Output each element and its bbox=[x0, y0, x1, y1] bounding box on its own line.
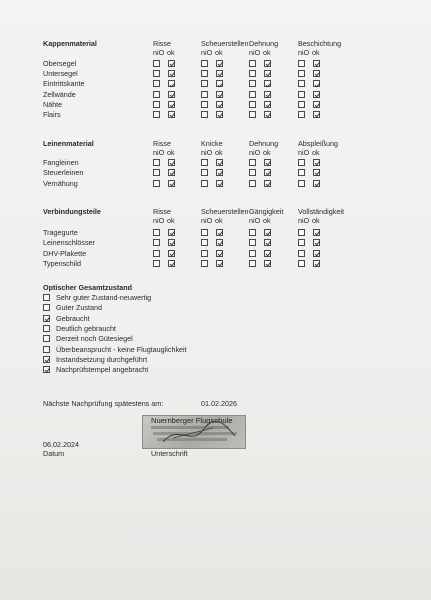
ok-checkbox[interactable] bbox=[264, 180, 271, 187]
column-header-kappen-1: Scheuerstellen bbox=[201, 39, 249, 48]
ok-checkbox[interactable] bbox=[313, 229, 320, 236]
nio-checkbox[interactable] bbox=[249, 250, 256, 257]
ok-checkbox[interactable] bbox=[264, 260, 271, 267]
column-header-verbindung-0: Risse bbox=[153, 207, 171, 216]
condition-label: Nachprüfstempel angebracht bbox=[56, 365, 149, 375]
row-label-kappen: Zellwände bbox=[43, 89, 76, 99]
ok-checkbox[interactable] bbox=[216, 111, 223, 118]
ok-sub-label: ok bbox=[312, 48, 320, 57]
ok-checkbox[interactable] bbox=[264, 70, 271, 77]
ok-checkbox[interactable] bbox=[264, 159, 271, 166]
ok-checkbox[interactable] bbox=[168, 101, 175, 108]
ok-sub-label: ok bbox=[215, 48, 223, 57]
condition-checkbox[interactable] bbox=[43, 335, 50, 342]
ok-checkbox[interactable] bbox=[313, 260, 320, 267]
nio-checkbox[interactable] bbox=[298, 70, 305, 77]
next-check-label: Nächste Nachprüfung spätestens am: bbox=[43, 399, 164, 408]
nio-checkbox[interactable] bbox=[153, 180, 160, 187]
row-label-leinen: Steuerleinen bbox=[43, 168, 84, 178]
nio-checkbox[interactable] bbox=[249, 260, 256, 267]
ok-checkbox[interactable] bbox=[216, 169, 223, 176]
nio-checkbox[interactable] bbox=[153, 260, 160, 267]
ok-checkbox[interactable] bbox=[168, 229, 175, 236]
nio-checkbox[interactable] bbox=[201, 91, 208, 98]
column-header-verbindung-2: Gängigkeit bbox=[249, 207, 284, 216]
ok-checkbox[interactable] bbox=[264, 239, 271, 246]
ok-checkbox[interactable] bbox=[264, 80, 271, 87]
nio-checkbox[interactable] bbox=[298, 260, 305, 267]
optical-title: Optischer Gesamtzustand bbox=[43, 283, 133, 292]
row-label-kappen: Flairs bbox=[43, 110, 61, 119]
nio-sub-label: niO bbox=[153, 216, 165, 225]
condition-checkbox[interactable] bbox=[43, 346, 50, 353]
nio-checkbox[interactable] bbox=[249, 111, 256, 118]
nio-checkbox[interactable] bbox=[249, 91, 256, 98]
row-label-kappen: Eintrittskante bbox=[43, 79, 85, 89]
signature-label: Unterschrift bbox=[151, 449, 188, 458]
ok-checkbox[interactable] bbox=[168, 80, 175, 87]
nio-checkbox[interactable] bbox=[298, 60, 305, 67]
condition-label: Sehr guter Zustand-neuwertig bbox=[56, 293, 152, 302]
condition-checkbox[interactable] bbox=[43, 325, 50, 332]
ok-checkbox[interactable] bbox=[313, 91, 320, 98]
ok-sub-label: ok bbox=[312, 148, 320, 157]
ok-sub-label: ok bbox=[167, 216, 175, 225]
ok-checkbox[interactable] bbox=[168, 180, 175, 187]
ok-checkbox[interactable] bbox=[264, 101, 271, 108]
ok-checkbox[interactable] bbox=[216, 229, 223, 236]
nio-checkbox[interactable] bbox=[153, 169, 160, 176]
nio-sub-label: niO bbox=[201, 216, 213, 225]
condition-checkbox[interactable] bbox=[43, 366, 50, 373]
nio-checkbox[interactable] bbox=[201, 239, 208, 246]
column-header-leinen-1: Knicke bbox=[201, 139, 223, 148]
nio-checkbox[interactable] bbox=[298, 250, 305, 257]
ok-checkbox[interactable] bbox=[216, 239, 223, 246]
nio-checkbox[interactable] bbox=[153, 111, 160, 118]
ok-checkbox[interactable] bbox=[168, 250, 175, 257]
ok-checkbox[interactable] bbox=[313, 111, 320, 118]
ok-checkbox[interactable] bbox=[264, 229, 271, 236]
nio-checkbox[interactable] bbox=[153, 229, 160, 236]
nio-checkbox[interactable] bbox=[249, 169, 256, 176]
section-title-kappen: Kappenmaterial bbox=[43, 39, 97, 48]
condition-checkbox[interactable] bbox=[43, 304, 50, 311]
nio-checkbox[interactable] bbox=[201, 80, 208, 87]
ok-checkbox[interactable] bbox=[168, 70, 175, 77]
column-header-kappen-2: Dehnung bbox=[249, 39, 279, 48]
ok-checkbox[interactable] bbox=[168, 260, 175, 267]
ok-checkbox[interactable] bbox=[216, 180, 223, 187]
nio-checkbox[interactable] bbox=[298, 80, 305, 87]
ok-checkbox[interactable] bbox=[313, 169, 320, 176]
school-stamp bbox=[142, 415, 246, 449]
section-title-leinen: Leinenmaterial bbox=[43, 139, 94, 148]
nio-sub-label: niO bbox=[201, 48, 213, 57]
row-label-verbindung: Leinenschlösser bbox=[43, 238, 95, 248]
ok-checkbox[interactable] bbox=[168, 111, 175, 118]
nio-sub-label: niO bbox=[153, 48, 165, 57]
ok-checkbox[interactable] bbox=[264, 250, 271, 257]
nio-sub-label: niO bbox=[201, 148, 213, 157]
nio-checkbox[interactable] bbox=[153, 101, 160, 108]
ok-checkbox[interactable] bbox=[216, 250, 223, 257]
nio-checkbox[interactable] bbox=[298, 180, 305, 187]
column-header-kappen-3: Beschichtung bbox=[298, 39, 342, 48]
ok-checkbox[interactable] bbox=[313, 60, 320, 67]
column-header-kappen-0: Risse bbox=[153, 39, 171, 48]
ok-checkbox[interactable] bbox=[168, 239, 175, 246]
ok-sub-label: ok bbox=[215, 216, 223, 225]
nio-checkbox[interactable] bbox=[298, 159, 305, 166]
nio-sub-label: niO bbox=[298, 216, 310, 225]
row-label-leinen: Fangleinen bbox=[43, 158, 79, 167]
nio-checkbox[interactable] bbox=[249, 239, 256, 246]
condition-label: Gebraucht bbox=[56, 313, 90, 323]
nio-checkbox[interactable] bbox=[249, 101, 256, 108]
ok-checkbox[interactable] bbox=[313, 239, 320, 246]
row-label-verbindung: Tragegurte bbox=[43, 228, 78, 237]
nio-checkbox[interactable] bbox=[298, 229, 305, 236]
ok-checkbox[interactable] bbox=[216, 101, 223, 108]
nio-checkbox[interactable] bbox=[153, 239, 160, 246]
ok-sub-label: ok bbox=[167, 48, 175, 57]
ok-sub-label: ok bbox=[263, 148, 271, 157]
nio-checkbox[interactable] bbox=[201, 169, 208, 176]
condition-checkbox[interactable] bbox=[43, 294, 50, 301]
next-check-date: 01.02.2026 bbox=[201, 399, 237, 408]
ok-checkbox[interactable] bbox=[313, 159, 320, 166]
column-header-verbindung-1: Scheuerstellen bbox=[201, 207, 249, 216]
nio-checkbox[interactable] bbox=[249, 229, 256, 236]
nio-checkbox[interactable] bbox=[153, 80, 160, 87]
column-header-leinen-0: Risse bbox=[153, 139, 171, 148]
nio-checkbox[interactable] bbox=[201, 70, 208, 77]
ok-checkbox[interactable] bbox=[168, 159, 175, 166]
ok-sub-label: ok bbox=[263, 48, 271, 57]
nio-checkbox[interactable] bbox=[201, 159, 208, 166]
nio-checkbox[interactable] bbox=[153, 60, 160, 67]
ok-checkbox[interactable] bbox=[313, 180, 320, 187]
nio-checkbox[interactable] bbox=[298, 111, 305, 118]
nio-checkbox[interactable] bbox=[298, 91, 305, 98]
condition-label: Überbeansprucht - keine Flugtauglichkeit bbox=[56, 344, 187, 354]
nio-checkbox[interactable] bbox=[153, 70, 160, 77]
column-header-leinen-3: Abspleißung bbox=[298, 139, 338, 148]
ok-checkbox[interactable] bbox=[168, 60, 175, 67]
ok-checkbox[interactable] bbox=[313, 80, 320, 87]
row-label-verbindung: Typenschild bbox=[43, 258, 81, 268]
row-label-verbindung: DHV-Plakette bbox=[43, 248, 87, 258]
ok-sub-label: ok bbox=[263, 216, 271, 225]
nio-sub-label: niO bbox=[298, 148, 310, 157]
nio-sub-label: niO bbox=[249, 148, 261, 157]
nio-checkbox[interactable] bbox=[249, 159, 256, 166]
nio-checkbox[interactable] bbox=[153, 91, 160, 98]
condition-label: Deutlich gebraucht bbox=[56, 323, 116, 333]
nio-checkbox[interactable] bbox=[249, 80, 256, 87]
ok-checkbox[interactable] bbox=[216, 159, 223, 166]
signature-date-value: 06.02.2024 bbox=[43, 440, 79, 449]
nio-checkbox[interactable] bbox=[298, 239, 305, 246]
ok-sub-label: ok bbox=[215, 148, 223, 157]
ok-sub-label: ok bbox=[312, 216, 320, 225]
signature-scribble bbox=[143, 416, 246, 449]
ok-checkbox[interactable] bbox=[264, 91, 271, 98]
nio-checkbox[interactable] bbox=[249, 70, 256, 77]
ok-checkbox[interactable] bbox=[216, 80, 223, 87]
nio-checkbox[interactable] bbox=[201, 60, 208, 67]
ok-checkbox[interactable] bbox=[264, 111, 271, 118]
row-label-kappen: Obersegel bbox=[43, 59, 77, 68]
ok-checkbox[interactable] bbox=[216, 70, 223, 77]
ok-checkbox[interactable] bbox=[313, 250, 320, 257]
ok-checkbox[interactable] bbox=[264, 169, 271, 176]
nio-checkbox[interactable] bbox=[298, 169, 305, 176]
condition-label: Instandsetzung durchgeführt bbox=[56, 354, 148, 364]
section-title-verbindung: Verbindungsteile bbox=[43, 207, 101, 216]
column-header-leinen-2: Dehnung bbox=[249, 139, 279, 148]
nio-checkbox[interactable] bbox=[153, 159, 160, 166]
ok-checkbox[interactable] bbox=[264, 60, 271, 67]
ok-checkbox[interactable] bbox=[313, 70, 320, 77]
condition-checkbox[interactable] bbox=[43, 315, 50, 322]
nio-checkbox[interactable] bbox=[201, 260, 208, 267]
nio-checkbox[interactable] bbox=[201, 101, 208, 108]
column-header-verbindung-3: Vollständigkeit bbox=[298, 207, 344, 216]
ok-checkbox[interactable] bbox=[168, 169, 175, 176]
nio-sub-label: niO bbox=[249, 216, 261, 225]
row-label-leinen: Vernähung bbox=[43, 178, 78, 188]
nio-sub-label: niO bbox=[249, 48, 261, 57]
ok-checkbox[interactable] bbox=[313, 101, 320, 108]
nio-checkbox[interactable] bbox=[201, 111, 208, 118]
nio-checkbox[interactable] bbox=[201, 229, 208, 236]
signature-date-label: Datum bbox=[43, 449, 65, 458]
ok-checkbox[interactable] bbox=[216, 260, 223, 267]
nio-checkbox[interactable] bbox=[249, 180, 256, 187]
condition-label: Guter Zustand bbox=[56, 303, 102, 313]
row-label-kappen: Nähte bbox=[43, 99, 63, 109]
nio-checkbox[interactable] bbox=[298, 101, 305, 108]
ok-sub-label: ok bbox=[167, 148, 175, 157]
nio-checkbox[interactable] bbox=[153, 250, 160, 257]
nio-checkbox[interactable] bbox=[201, 250, 208, 257]
condition-label: Derzeit noch Gütesiegel bbox=[56, 334, 133, 344]
ok-checkbox[interactable] bbox=[216, 91, 223, 98]
condition-checkbox[interactable] bbox=[43, 356, 50, 363]
ok-checkbox[interactable] bbox=[216, 60, 223, 67]
row-label-kappen: Untersegel bbox=[43, 69, 78, 79]
stamp-title: Nuernberger Flugschule bbox=[151, 416, 233, 425]
nio-checkbox[interactable] bbox=[201, 180, 208, 187]
nio-checkbox[interactable] bbox=[249, 60, 256, 67]
ok-checkbox[interactable] bbox=[168, 91, 175, 98]
nio-sub-label: niO bbox=[298, 48, 310, 57]
nio-sub-label: niO bbox=[153, 148, 165, 157]
